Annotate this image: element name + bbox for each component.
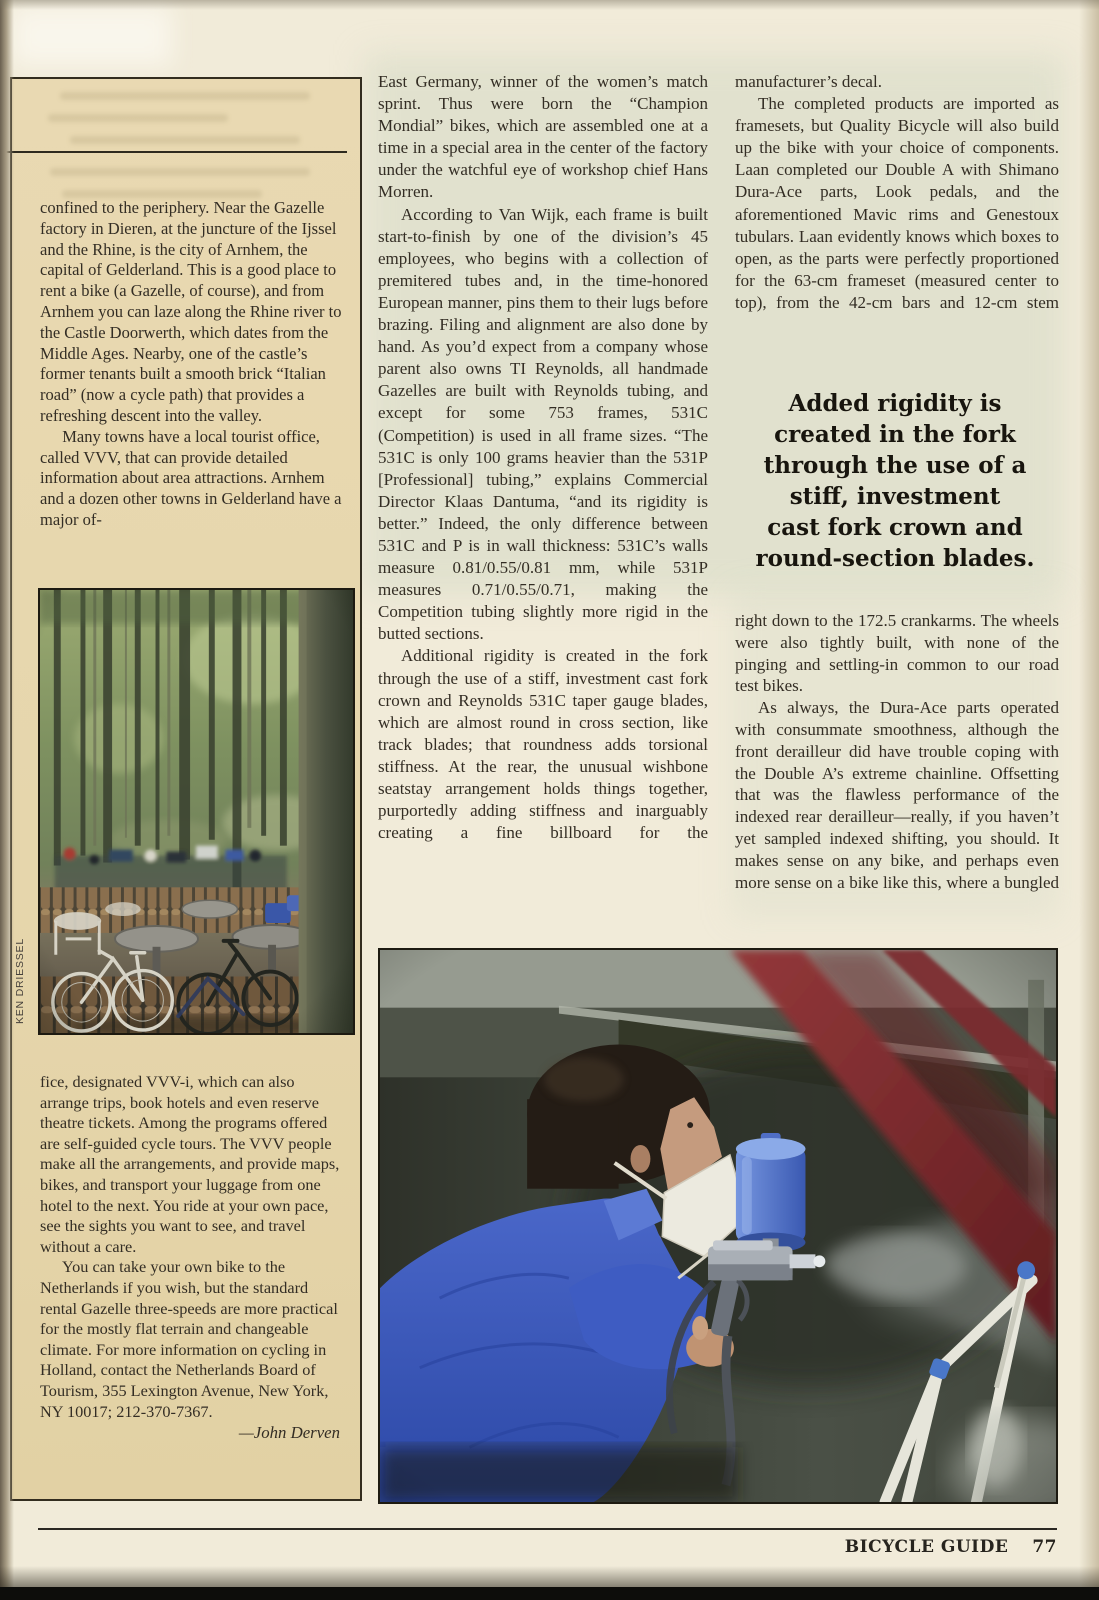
- photo-credit: KEN DRIESSEL: [14, 938, 26, 1025]
- pull-quote-line: cast fork crown and: [767, 514, 1023, 541]
- spray-painting-photo: [378, 948, 1058, 1504]
- right-column-text-bottom: [735, 610, 1059, 893]
- pull-quote-line: Added rigidity is: [788, 390, 1002, 417]
- show-through-text: [60, 92, 310, 100]
- pull-quote-line: through the use of a: [763, 452, 1027, 479]
- pull-quote-line: round-section blades.: [755, 545, 1035, 572]
- page-edge-bottom: [0, 1587, 1099, 1600]
- pull-quote: [728, 388, 1062, 574]
- bicycles-photo: [38, 588, 355, 1035]
- paragraph: According to Van Wijk, each frame is built start-to-finish by one of the division’s 45 employees, who begins with a collection of premitered tubes and, in the time-honored European manner, pins them to their lugs before brazing. Filing and alignment are also done by hand. As you’d expect from a company whose parent also owns TI Reynolds, all handmade Gazelles are built with Reynolds tubing, and except for some 753 frames, 531C (Competition) is used in all frame sizes. “The 531C is only 100 grams heavier than the 531P [Professional] tubing,” explains Commercial Director Klaas Dantuma, “and its rigidity is better.” Indeed, the only difference between 531C and P is in wall thickness: 531C’s walls measure 0.81/0.55/0.81 mm, while 531P measures 0.71/0.55/0.71, making the Competition tubing slightly more rigid in the butted sections.: [378, 204, 708, 644]
- show-through-text: [70, 136, 300, 144]
- page-edge-top: [0, 0, 1099, 10]
- paragraph: confined to the periphery. Near the Gazelle factory in Dieren, at the juncture of the Ijssel and the Rhine, is the city of Arnhem, the capital of Gelderland. This is a good place to rent a bike (a Gazelle, of course), and from Arnhem you can laze along the Rhine river to the Castle Doorwerth, which dates from the Middle Ages. Nearby, one of the castle’s former tenants built a smooth brick “Italian road” (now a cycle path) that provides a refreshing descent into the valley.: [40, 198, 342, 425]
- paragraph: Additional rigidity is created in the fork through the use of a stiff, investment cast fork crown and Reynolds 531C taper gauge blades, which are almost round in cross section, like track blades; that roundness adds torsional stiffness. At the rear, the unusual wishbone seatstay arrangement holds things together, purportedly adding stiffness and inarguably creating a fine billboard for the: [378, 646, 708, 843]
- paragraph: right down to the 172.5 crankarms. The wheels were also tightly built, with none of the pinging and settling-in common to our road test bikes.: [735, 611, 1059, 696]
- right-column-text-top: [735, 71, 1059, 314]
- page-edge-right: [1079, 0, 1099, 1600]
- sidebar-top-rule: [0, 151, 347, 153]
- paragraph: You can take your own bike to the Netherlands if you wish, but the standard rental Gazelle three-speeds are more practical for the mostly flat terrain and changeable climate. For more information on cycling in Holland, contact the Netherlands Board of Tourism, 355 Lexington Avenue, New York, NY 10017; 212-370-7367.: [40, 1257, 338, 1421]
- paragraph: The completed products are imported as framesets, but Quality Bicycle will also build up the bike with your choice of components. Laan completed our Double A with Shimano Dura-Ace parts, Look pedals, and the aforementioned Mavic rims and Genestoux tubulars. Laan evidently knows which boxes to open, as the parts were perfectly proportioned for the 63-cm frameset (measured center to top), from the 42-cm bars and 12-cm stem: [735, 94, 1059, 312]
- pull-quote-line: created in the fork: [774, 421, 1016, 448]
- magazine-title: BICYCLE GUIDE: [844, 1537, 1009, 1557]
- left-column-text-bottom: [40, 1072, 346, 1444]
- paragraph: manufacturer’s decal.: [735, 72, 882, 91]
- paragraph: Many towns have a local tourist office, called VVV, that can provide detailed information about area attractions. Arnhem and a dozen other towns in Gelderland have a major of-: [40, 426, 342, 529]
- scan-highlight: [12, 6, 172, 66]
- byline: —John Derven: [238, 1423, 340, 1443]
- paragraph: East Germany, winner of the women’s match sprint. Thus were born the “Champion Mondial” bikes, which are assembled one at a time in a special area in the center of the factory under the watchful eye of workshop chief Hans Morren.: [378, 72, 708, 202]
- page-edge-left: [0, 0, 14, 1600]
- show-through-text: [62, 190, 262, 198]
- left-column-text-top: [40, 198, 344, 531]
- pull-quote-line: stiff, investment: [789, 483, 1001, 510]
- footer: [845, 1537, 1057, 1557]
- show-through-text: [48, 114, 228, 122]
- paragraph: fice, designated VVV-i, which can also arrange trips, book hotels and even reserve theatre tickets. Among the programs offered are self-guided cycle tours. The VVV people make all the arrangements, and provide maps, bikes, and transport your luggage from one hotel to the next. You ride at your own pace, see the sights you want to see, and travel without a care.: [40, 1072, 340, 1256]
- show-through-text: [50, 168, 310, 176]
- page-edge-bottom-shadow: [0, 1566, 1099, 1588]
- page-number: 77: [1032, 1537, 1057, 1557]
- left-column-paragraphs: [40, 1072, 346, 1422]
- footer-rule: [38, 1528, 1057, 1530]
- middle-column-text: [378, 71, 708, 844]
- paragraph: As always, the Dura-Ace parts operated with consummate smoothness, although the front derailleur did have trouble coping with the Double A’s extreme chainline. Offsetting that was the flawless performance of the indexed rear derailleur—really, if you haven’t yet sampled indexed shifting, you should. It makes sense on any bike, and perhaps even more sense on a bike like this, where a bungled: [735, 698, 1059, 892]
